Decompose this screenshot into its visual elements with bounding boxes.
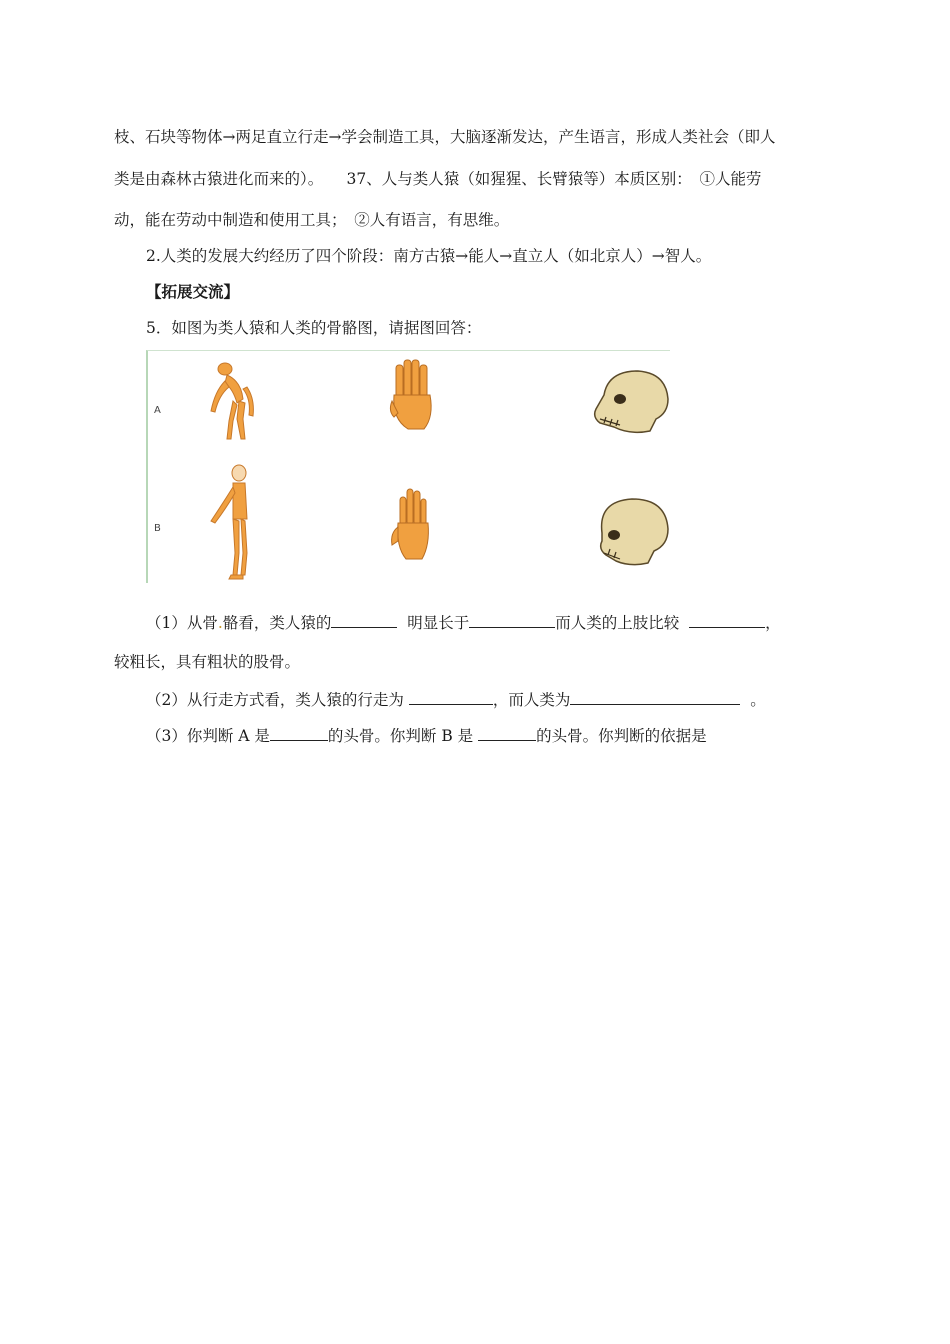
question-2: （2）从行走方式看，类人猿的行走为 ，而人类为 。 [146, 688, 766, 710]
ape-skeleton-icon [203, 359, 263, 444]
para1-line2: 类是由森林古猿进化而来的）。 37、人与类人猿（如猩猩、长臂猿等）本质区别： ①人能劳 [114, 170, 762, 188]
question-1-line1: （1）从骨.骼看，类人猿的 明显长于 而人类的上肢比较 ， [146, 611, 781, 633]
blank-5[interactable] [570, 688, 740, 705]
question-5: 5．如图为类人猿和人类的骨骼图，请据图回答： [146, 319, 482, 337]
para1-line1: 枝、石块等物体→两足直立行走→学会制造工具，大脑逐渐发达，产生语言，形成人类社会（即人 [114, 128, 776, 146]
row-a-label: A [154, 405, 161, 416]
blank-6[interactable] [270, 724, 328, 741]
question-1-line2: 较粗长，具有粗状的股骨。 [114, 653, 301, 671]
cursor-mark: . [217, 614, 223, 632]
human-hand-icon [388, 487, 434, 563]
ape-skull-icon [590, 365, 670, 437]
question-3: （3）你判断 A 是 的头骨。你判断 B 是 的头骨。你判断的依据是 [146, 724, 707, 746]
blank-2[interactable] [469, 611, 555, 628]
section-heading: 【拓展交流】 [146, 283, 240, 301]
ape-hand-icon [388, 357, 438, 433]
blank-7[interactable] [478, 724, 536, 741]
blank-1[interactable] [331, 611, 397, 628]
human-skull-icon [590, 493, 670, 569]
skeleton-figure [146, 350, 670, 583]
row-b-label: B [154, 523, 161, 534]
blank-3[interactable] [689, 611, 765, 628]
para1-line3: 动，能在劳动中制造和使用工具； ②人有语言，有思维。 [114, 211, 510, 229]
stages-paragraph: 2.人类的发展大约经历了四个阶段：南方古猿→能人→直立人（如北京人）→智人。 [146, 247, 712, 265]
blank-4[interactable] [409, 688, 493, 705]
human-skeleton-icon [203, 463, 263, 583]
